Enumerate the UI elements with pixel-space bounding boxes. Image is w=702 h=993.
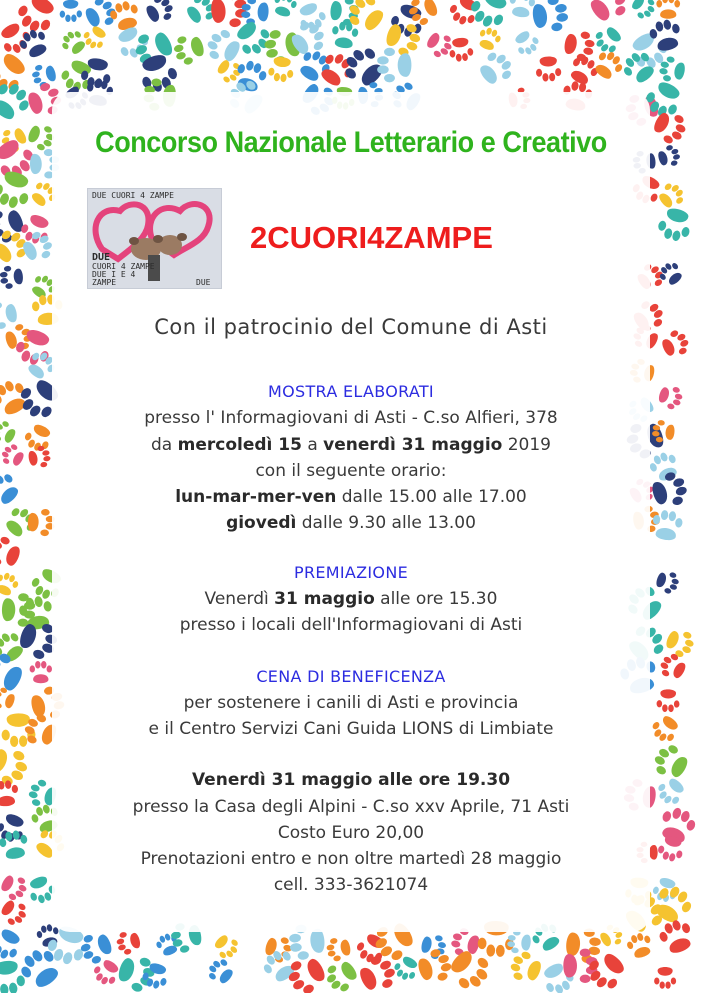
paw-print-icon xyxy=(584,0,632,28)
dinner-cause-1: per sostenere i canili di Asti e provincia xyxy=(183,693,519,713)
dinner-heading: CENA DI BENEFICENZA xyxy=(256,667,446,686)
paw-print-icon xyxy=(656,916,697,957)
paw-print-icon xyxy=(115,951,159,993)
award-datetime xyxy=(0,589,702,609)
paw-print-icon xyxy=(59,0,82,22)
logo-text-line: ZAMPE xyxy=(92,278,117,287)
paw-print-icon xyxy=(0,896,31,929)
exhibition-dates xyxy=(0,435,702,455)
paw-print-icon xyxy=(625,930,655,960)
paw-print-icon xyxy=(531,0,570,34)
schedule-days-1: lun-mar-mer-ven xyxy=(175,487,337,507)
paw-print-icon xyxy=(647,17,683,53)
paw-print-icon xyxy=(591,22,626,57)
paw-print-icon xyxy=(655,179,688,212)
paw-print-icon xyxy=(211,931,243,963)
dinner-datetime: Venerdì 31 maggio alle ore 19.30 xyxy=(191,770,511,790)
paw-print-icon xyxy=(19,228,57,266)
paw-print-icon xyxy=(80,23,110,53)
paw-print-icon xyxy=(475,25,503,53)
date-start: mercoledì 15 xyxy=(177,435,302,455)
date-end: venerdì 31 maggio xyxy=(323,435,503,455)
paw-print-icon xyxy=(204,955,237,988)
patronage-line: Con il patrocinio del Comune di Asti xyxy=(154,315,548,339)
paw-print-icon xyxy=(16,26,51,61)
schedule-hours-1: dalle 15.00 alle 17.00 xyxy=(336,487,527,507)
exhibition-location: presso l' Informagiovani di Asti - C.so Alfieri, 378 xyxy=(144,408,558,428)
paw-print-icon xyxy=(535,56,561,82)
paw-print-icon xyxy=(508,0,537,19)
dinner-booking: Prenotazioni entro e non oltre martedì 28 maggio xyxy=(140,849,562,869)
paw-print-icon xyxy=(171,31,207,67)
paw-print-icon xyxy=(475,47,518,90)
logo-text-line: CUORI 4 ZAMPE xyxy=(92,262,155,271)
dinner-cause-2: e il Centro Servizi Cani Guida LIONS di Limbiate xyxy=(148,719,554,739)
paw-print-icon xyxy=(343,0,390,37)
award-time: alle ore 15.30 xyxy=(374,589,498,609)
dates-year: 2019 xyxy=(502,435,551,455)
award-date: 31 maggio xyxy=(274,589,375,609)
logo-text-line: DUE xyxy=(92,252,111,263)
paw-print-icon xyxy=(654,967,676,989)
paw-print-icon xyxy=(562,29,596,63)
award-heading: PREMIAZIONE xyxy=(294,563,408,582)
paw-print-icon xyxy=(330,21,359,50)
award-place: presso i locali dell'Informagiovani di Asti xyxy=(179,615,523,635)
paw-print-icon xyxy=(656,0,680,19)
paw-print-icon xyxy=(325,935,352,962)
paw-print-icon xyxy=(0,265,24,290)
paw-print-icon xyxy=(321,956,361,993)
paw-print-icon xyxy=(115,928,143,956)
logo-text-line: DUE xyxy=(196,278,211,287)
schedule-line-2 xyxy=(0,513,702,533)
paw-print-icon xyxy=(0,959,26,993)
paw-print-icon xyxy=(271,0,299,19)
award-day: Venerdì xyxy=(204,589,275,609)
schedule-intro: con il seguente orario: xyxy=(255,461,447,481)
dates-prefix: da xyxy=(151,435,178,455)
schedule-hours-2: dalle 9.30 alle 13.00 xyxy=(296,513,476,533)
paw-print-icon xyxy=(415,946,455,986)
dinner-phone: cell. 333-3621074 xyxy=(273,875,429,895)
paw-print-icon xyxy=(142,0,177,27)
paw-print-icon xyxy=(13,0,61,38)
dates-connector: a xyxy=(301,435,324,455)
paw-print-icon xyxy=(0,925,25,964)
paw-print-icon xyxy=(108,0,143,33)
paw-print-icon xyxy=(628,0,659,22)
paw-print-icon xyxy=(656,205,695,244)
paw-print-icon xyxy=(507,948,545,986)
logo-image xyxy=(87,188,222,289)
paw-print-icon xyxy=(511,27,543,59)
dinner-place: presso la Casa degli Alpini - C.so xxv Aprile, 71 Asti xyxy=(132,797,570,817)
paw-print-icon xyxy=(590,47,627,84)
paw-print-icon xyxy=(267,56,295,84)
schedule-days-2: giovedì xyxy=(226,513,297,533)
brand-name: 2CUORI4ZAMPE xyxy=(250,220,493,255)
paw-print-icon xyxy=(506,929,532,955)
paw-print-icon xyxy=(58,27,89,58)
contest-title: Concorso Nazionale Letterario e Creativo xyxy=(95,126,607,159)
dinner-cost: Costo Euro 20,00 xyxy=(277,823,425,843)
exhibition-heading: MOSTRA ELABORATI xyxy=(268,382,434,401)
schedule-line-1 xyxy=(0,487,702,507)
logo-caption: DUE CUORI 4 ZAMPE xyxy=(92,191,174,200)
paw-print-icon xyxy=(448,37,474,63)
logo-text-line: DUE I E 4 xyxy=(92,270,136,279)
